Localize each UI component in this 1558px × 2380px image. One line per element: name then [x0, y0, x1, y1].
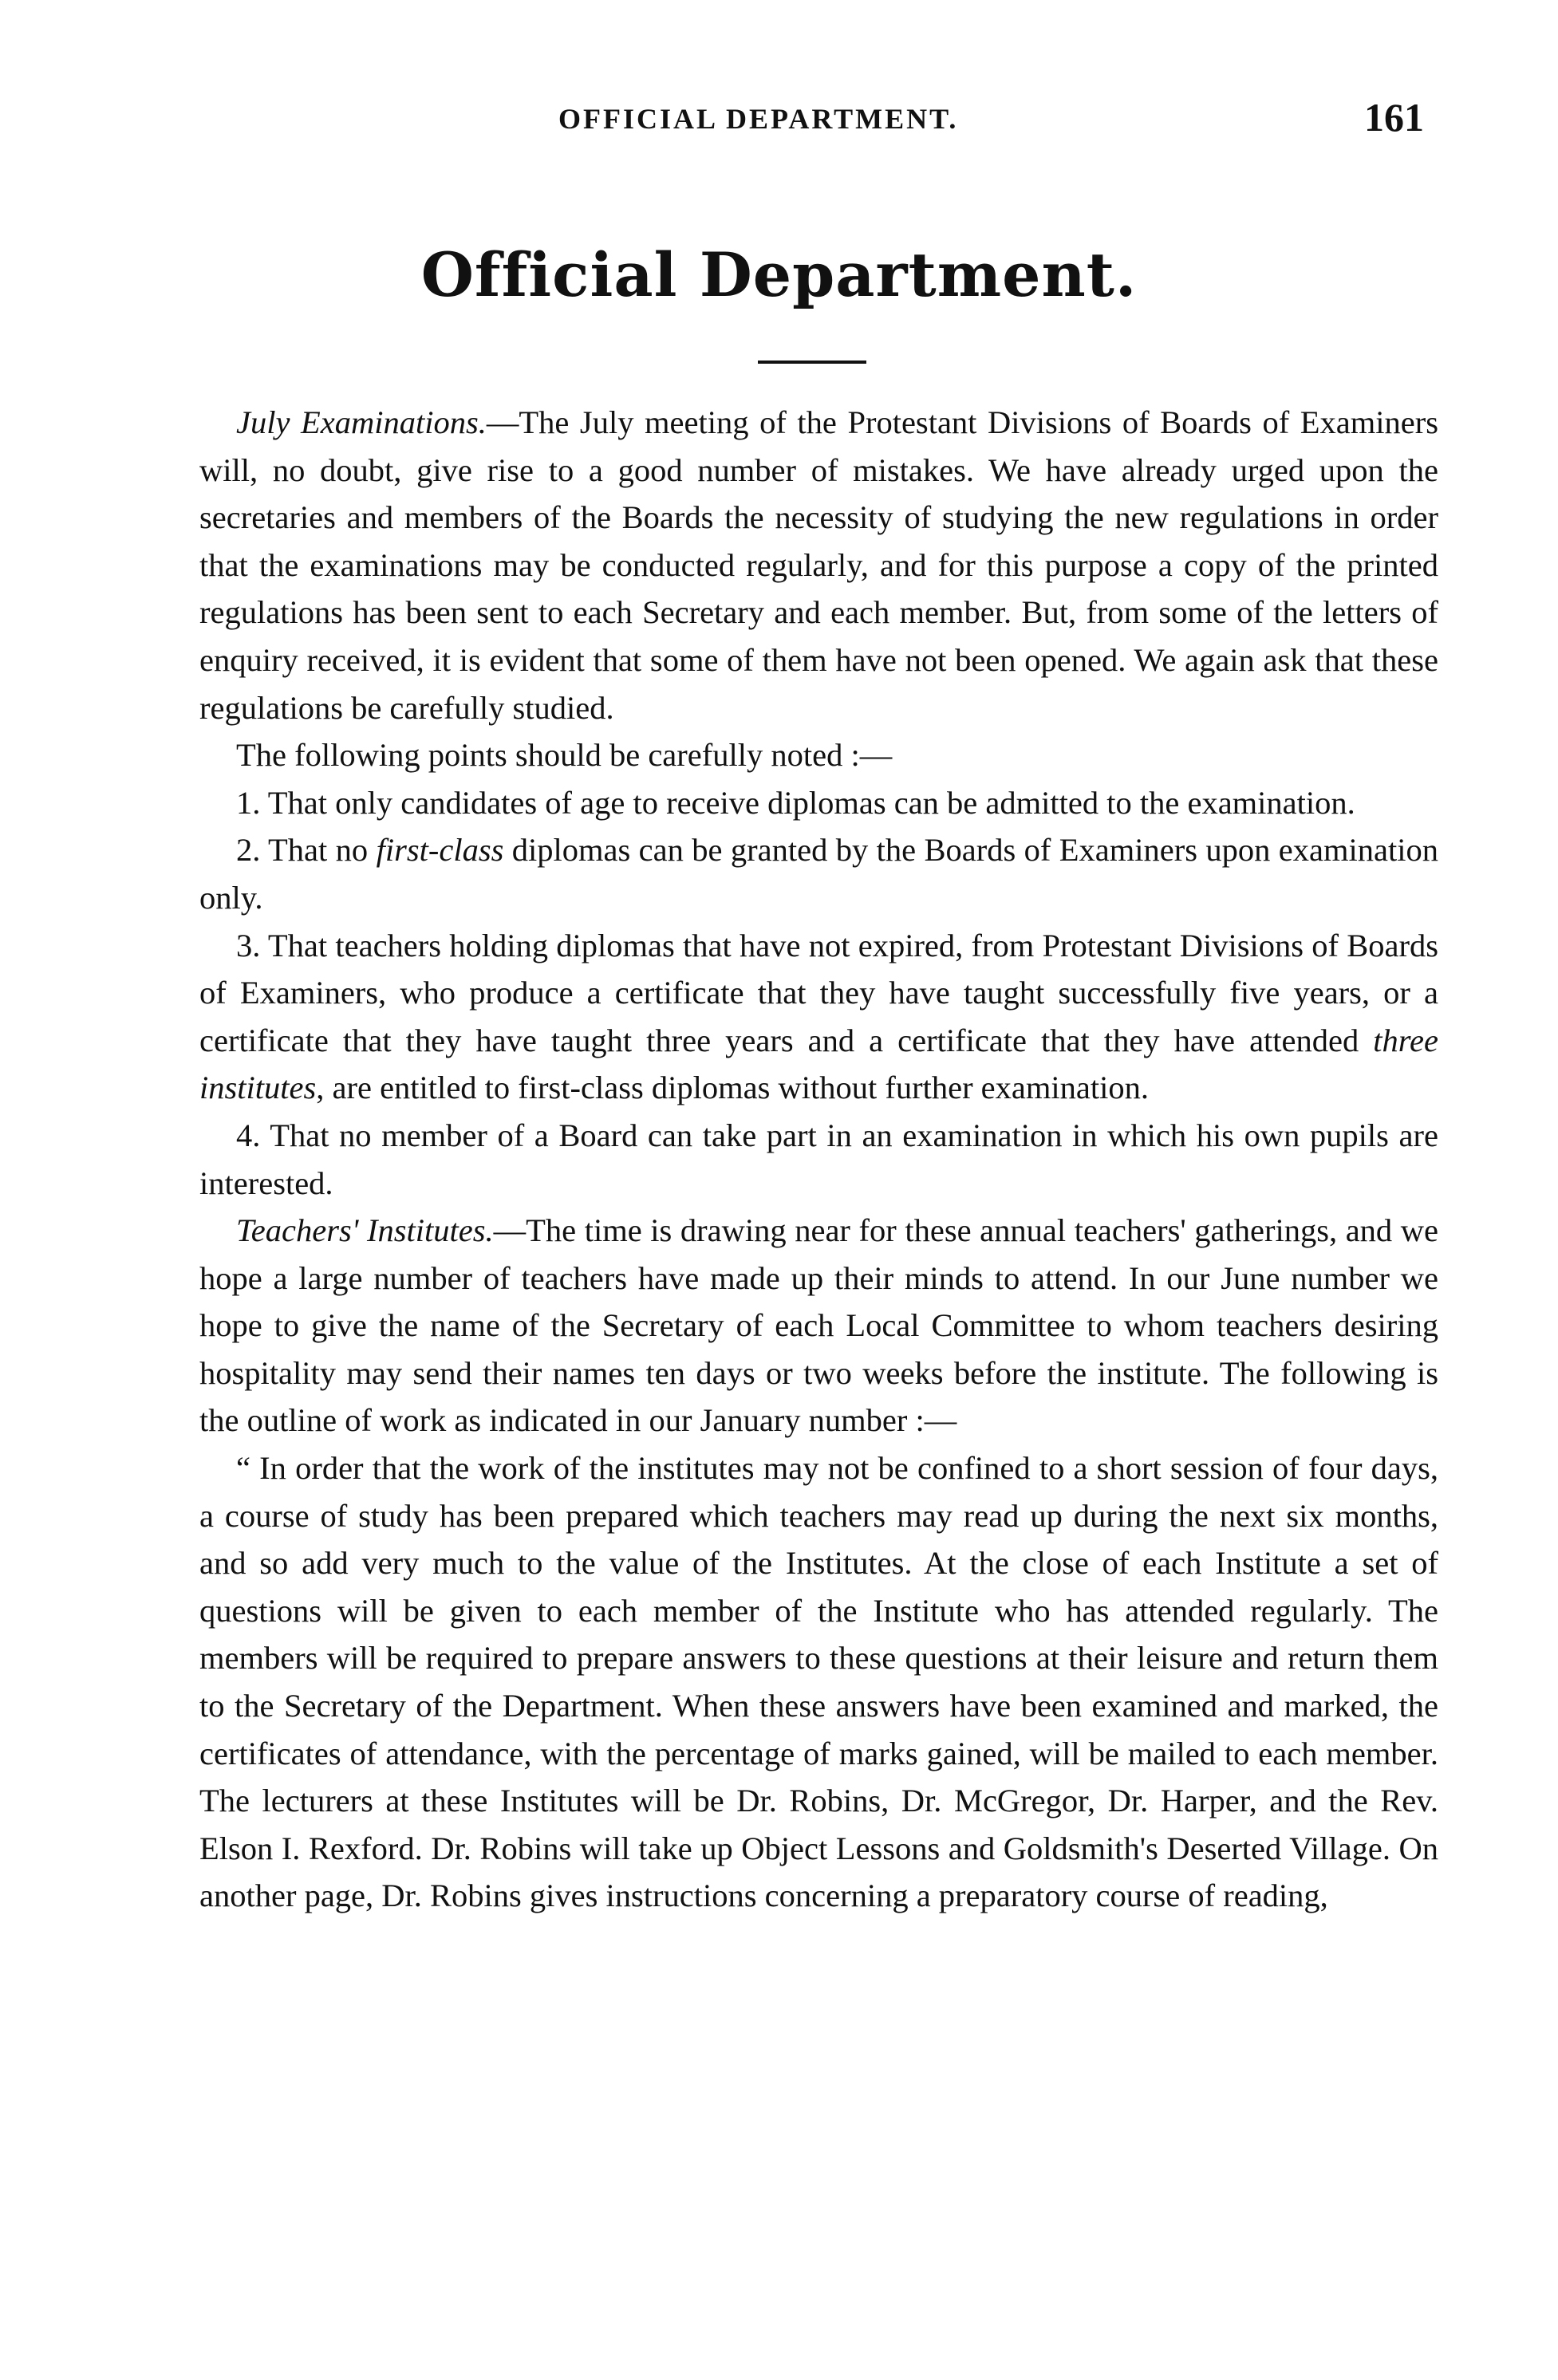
paragraph-text: —The July meeting of the Protestant Divisions of Boards of Examiners will, no doubt, give rise to a good number of mistakes. We have already urged upon the secretaries and members of the Boards the necessity of studying the new regulations in order that the examinations may be conducted regularly, and for this purpose a copy of the printed regulations has been sent to each Secretary and each member. But, from some of the letters of enquiry received, it is evident that some of them have not been opened. We again ask that these regulations be carefully studied. — [199, 404, 1438, 726]
section-title: Official Department. — [420, 239, 1138, 310]
paragraph-july-examinations — [199, 399, 1438, 731]
running-title: OFFICIAL DEPARTMENT. — [558, 103, 959, 135]
paragraph-points-intro: The following points should be carefully noted :— — [236, 737, 893, 774]
paragraph-text: 3. That teachers holding diplomas that have not expired, from Protestant Divisions of Boards of Examiners, who produce a certificate that they have taught successfully five years, or a certificate that they have taught three years and a certificate that they have attended — [199, 927, 1438, 1058]
paragraph-quotation: “ In order that the work of the institutes may not be confined to a short session of four days, a course of study has been prepared which teachers may read up during the next six months, and so add very much to the value of the Institutes. At the close of each Institute a set of questions will be given to each member of the Institute who has attended regularly. The members will be required to prepare answers to these questions at their leisure and return them to the Secretary of the Department. When these answers have been examined and marked, the certificates of attendance, with the percentage of marks gained, will be mailed to each member. The lecturers at these Institutes will be Dr. Robins, Dr. McGregor, Dr. Harper, and the Rev. Elson I. Rexford. Dr. Robins will take up Object Lessons and Goldsmith's Deserted Village. On another page, Dr. Robins gives instructions concerning a preparatory course of reading, — [199, 1450, 1438, 1914]
list-item-2 — [199, 826, 1438, 921]
run-in-heading: July Examinations. — [236, 404, 487, 440]
title-rule — [758, 361, 866, 364]
list-item-3 — [199, 922, 1438, 1112]
list-item-4: 4. That no member of a Board can take part in an examination in which his own pupils are interested. — [199, 1117, 1438, 1201]
paragraph-text: —The time is drawing near for these annual teachers' gatherings, and we hope a large number of teachers have made up their minds to attend. In our June number we hope to give the name of the Secretary of each Local Committee to whom teachers desiring hospitality may send their names ten days or two weeks before the institute. The following is the outline of work as indicated in our January number :— — [199, 1212, 1438, 1439]
emphasis-text: three institutes — [199, 1022, 1438, 1106]
paragraph-text: 2. That no — [236, 832, 377, 869]
run-in-heading: Teachers' Institutes. — [236, 1212, 494, 1249]
emphasis-text: first-class — [376, 832, 504, 869]
page-number: 161 — [1364, 95, 1424, 140]
list-item-1: 1. That only candidates of age to receive diplomas can be admitted to the examination. — [236, 784, 1355, 821]
article-body — [199, 399, 1438, 1920]
paragraph-teachers-institutes — [199, 1207, 1438, 1444]
paragraph-text: diplomas can be granted by the Boards of Examiners upon examination only. — [199, 832, 1438, 916]
running-head — [0, 95, 1558, 150]
paragraph-text: , are entitled to first-class diplomas without further examination. — [316, 1070, 1149, 1106]
